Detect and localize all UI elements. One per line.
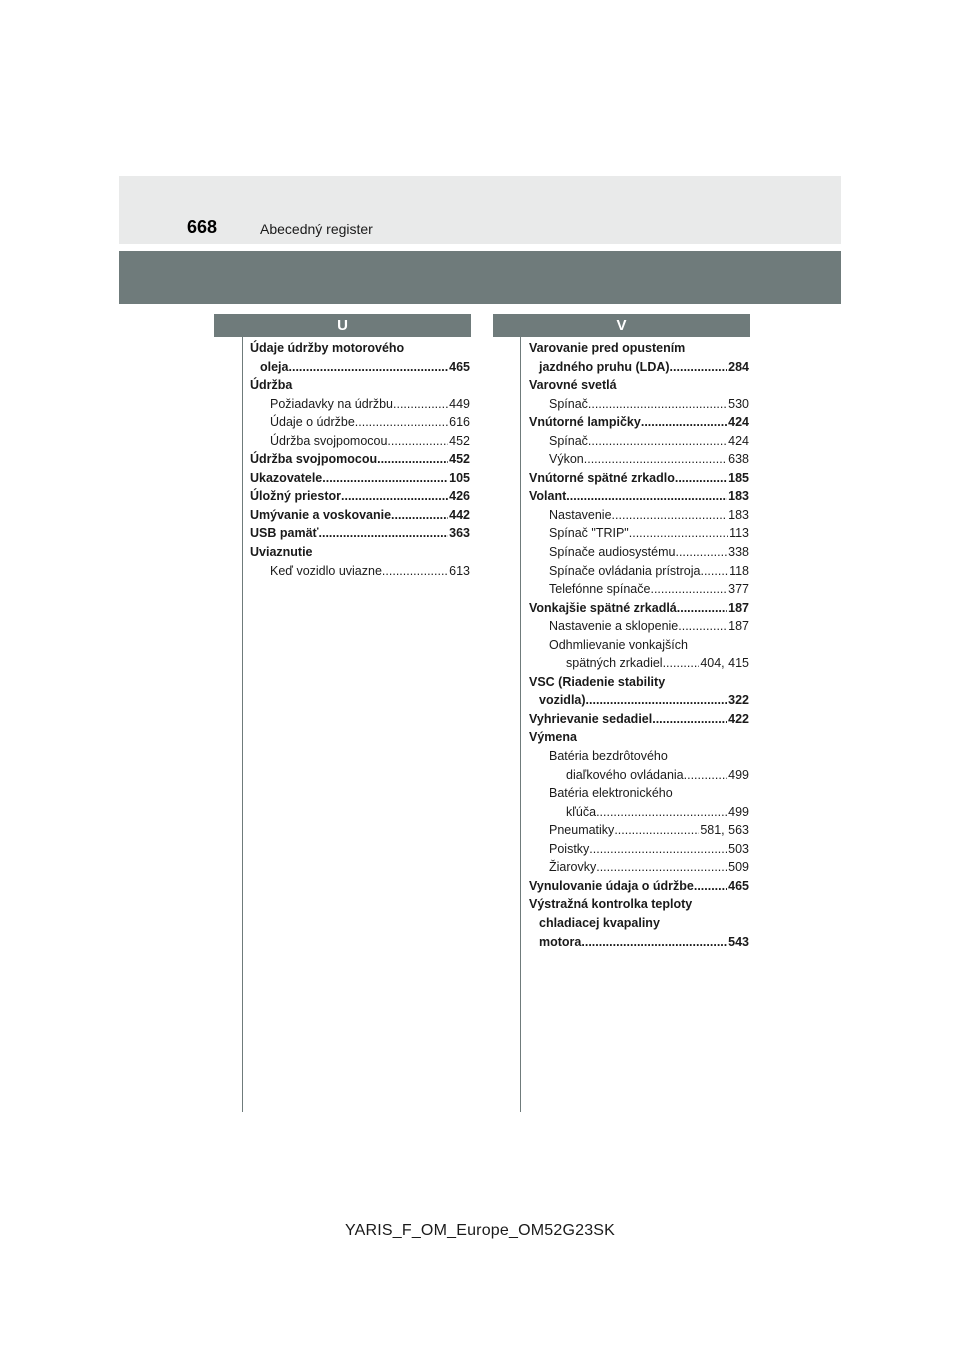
index-entry-label: Spínač	[549, 433, 588, 448]
index-entry-label: Vyhrievanie sedadiel	[529, 711, 653, 726]
dot-leader	[322, 469, 448, 488]
index-entry-label: Batéria elektronického	[549, 786, 673, 801]
dot-leader	[355, 413, 448, 432]
index-entry-label: Poistky	[549, 841, 590, 856]
index-entry-label: Údržba svojpomocou	[250, 452, 378, 467]
index-entry	[529, 766, 749, 785]
index-column-v	[529, 339, 749, 951]
dot-leader	[663, 654, 700, 673]
index-entry-label: spätných zrkadiel	[566, 656, 663, 671]
index-entry-label: Batéria bezdrôtového	[549, 749, 668, 764]
index-entry-label: kľúča	[566, 804, 597, 819]
index-entry-label: Vnútorné lampičky	[529, 415, 641, 430]
index-entry-label: Volant	[529, 489, 567, 504]
index-entry-page: 509	[728, 860, 749, 875]
index-entry-page: 185	[728, 470, 749, 485]
section-header-v: V	[493, 314, 750, 337]
index-entry-label: Výkon	[549, 452, 584, 467]
index-entry	[250, 358, 470, 377]
index-entry	[250, 469, 470, 488]
index-entry-page: 543	[728, 934, 749, 949]
dot-leader	[566, 487, 727, 506]
index-entry	[250, 487, 470, 506]
index-entry-page: 422	[728, 711, 749, 726]
index-entry	[529, 617, 749, 636]
index-entry	[529, 413, 749, 432]
index-entry-page: 499	[728, 767, 749, 782]
dot-leader	[377, 450, 448, 469]
index-entry-page: 424	[728, 433, 749, 448]
dot-leader	[650, 580, 727, 599]
index-entry-label: Údržba	[250, 378, 293, 393]
index-entry-label: Výstražná kontrolka teploty	[529, 897, 693, 912]
index-entry-page: 442	[449, 507, 470, 522]
index-entry-label: USB pamäť	[250, 526, 319, 541]
index-entry	[529, 914, 749, 933]
index-entry-label: Žiarovky	[549, 860, 597, 875]
index-entry	[529, 933, 749, 952]
index-entry	[250, 432, 470, 451]
index-entry-page: 105	[449, 470, 470, 485]
index-entry-label: Spínač "TRIP"	[549, 526, 629, 541]
index-entry-label: Spínače ovládania prístroja	[549, 563, 701, 578]
index-entry	[529, 543, 749, 562]
index-entry	[529, 358, 749, 377]
index-entry-page: 449	[449, 396, 470, 411]
column-divider	[242, 337, 243, 1112]
dot-leader	[581, 933, 727, 952]
index-entry-label: Vynulovanie údaja o údržbe	[529, 878, 694, 893]
index-entry-page: 183	[728, 489, 749, 504]
dot-leader	[586, 691, 728, 710]
index-entry-label: chladiacej kvapaliny	[539, 915, 660, 930]
index-entry-label: Úložný priestor	[250, 489, 341, 504]
index-entry-page: 452	[449, 452, 470, 467]
index-entry-page: 616	[449, 415, 470, 430]
index-entry-page: 363	[449, 526, 470, 541]
index-entry	[529, 395, 749, 414]
index-entry-page: 581, 563	[700, 823, 749, 838]
dot-leader	[341, 487, 448, 506]
index-entry-label: Varovné svetlá	[529, 378, 617, 393]
index-entry	[529, 654, 749, 673]
dot-leader	[387, 432, 448, 451]
dot-leader	[675, 469, 727, 488]
index-entry-page: 118	[729, 563, 749, 578]
dot-leader	[391, 506, 448, 525]
index-entry-label: Varovanie pred opustením	[529, 341, 686, 355]
index-entry	[529, 747, 749, 766]
index-entry-label: Umývanie a voskovanie	[250, 507, 392, 522]
index-entry-label: Pneumatiky	[549, 823, 615, 838]
index-entry-page: 284	[728, 359, 749, 374]
header-band	[119, 251, 841, 304]
index-entry	[250, 562, 470, 581]
index-entry	[250, 506, 470, 525]
index-entry-label: Nastavenie a sklopenie	[549, 619, 679, 634]
index-entry-label: Spínač	[549, 396, 588, 411]
dot-leader	[629, 524, 728, 543]
index-entry-label: VSC (Riadenie stability	[529, 674, 666, 689]
dot-leader	[589, 840, 727, 859]
index-entry	[250, 339, 470, 358]
index-entry	[529, 710, 749, 729]
dot-leader	[670, 358, 728, 377]
index-entry-page: 613	[449, 563, 470, 578]
index-entry-label: Údaje o údržbe	[270, 415, 355, 430]
index-entry	[529, 562, 749, 581]
dot-leader	[684, 766, 728, 785]
index-entry-page: 530	[728, 396, 749, 411]
index-entry-page: 499	[728, 804, 749, 819]
dot-leader	[700, 562, 728, 581]
index-entry	[529, 821, 749, 840]
page-title: Abecedný register	[260, 221, 373, 237]
index-entry-page: 638	[728, 452, 749, 467]
index-entry-page: 183	[728, 507, 749, 522]
index-entry	[529, 469, 749, 488]
header-bar	[119, 176, 841, 244]
index-entry-label: vozidla)	[539, 693, 586, 708]
index-entry	[529, 432, 749, 451]
dot-leader	[588, 395, 727, 414]
index-entry-page: 338	[728, 545, 749, 560]
index-entry	[250, 376, 470, 395]
index-entry	[529, 524, 749, 543]
index-entry-page: 377	[728, 582, 749, 597]
index-entry-label: Keď vozidlo uviazne	[270, 563, 382, 578]
index-entry	[250, 543, 470, 562]
index-entry	[529, 487, 749, 506]
index-entry	[529, 673, 749, 692]
index-entry-label: Ukazovatele	[250, 470, 323, 485]
index-entry	[529, 580, 749, 599]
dot-leader	[588, 432, 727, 451]
index-entry-page: 322	[728, 693, 749, 708]
dot-leader	[675, 543, 727, 562]
dot-leader	[614, 821, 699, 840]
index-entry-page: 187	[728, 600, 749, 615]
page-number: 668	[187, 217, 218, 237]
dot-leader	[612, 506, 728, 525]
index-entry	[529, 784, 749, 803]
index-entry	[529, 840, 749, 859]
dot-leader	[584, 450, 727, 469]
dot-leader	[289, 358, 449, 377]
index-entry-page: 404, 415	[700, 656, 749, 671]
index-entry-label: Výmena	[529, 730, 577, 745]
index-entry	[529, 339, 749, 358]
index-entry-page: 113	[729, 526, 749, 541]
index-entry-label: jazdného pruhu (LDA)	[539, 359, 670, 374]
dot-leader	[652, 710, 727, 729]
index-entry	[529, 506, 749, 525]
index-entry-page: 465	[449, 359, 470, 374]
index-entry	[250, 395, 470, 414]
index-entry-page: 424	[728, 415, 749, 430]
index-entry-page: 426	[449, 489, 470, 504]
dot-leader	[596, 803, 727, 822]
dot-leader	[677, 599, 727, 618]
index-entry	[529, 858, 749, 877]
index-entry-page: 465	[728, 878, 749, 893]
index-entry	[529, 376, 749, 395]
index-entry	[529, 636, 749, 655]
index-entry	[250, 413, 470, 432]
index-entry-label: diaľkového ovládania	[566, 767, 684, 782]
column-divider	[520, 337, 521, 1112]
index-entry	[529, 803, 749, 822]
index-entry-label: oleja	[260, 359, 289, 374]
index-entry	[529, 877, 749, 896]
index-entry	[529, 728, 749, 747]
index-entry-label: Uviaznutie	[250, 545, 313, 560]
index-entry-label: Nastavenie	[549, 507, 612, 522]
section-header-u: U	[214, 314, 471, 337]
dot-leader	[596, 858, 727, 877]
index-entry-page: 503	[728, 841, 749, 856]
dot-leader	[382, 562, 448, 581]
index-entry-page: 187	[728, 619, 749, 634]
index-entry-label: Požiadavky na údržbu	[270, 396, 393, 411]
dot-leader	[319, 524, 449, 543]
document-code: YARIS_F_OM_Europe_OM52G23SK	[344, 1222, 616, 1239]
index-entry	[529, 599, 749, 618]
index-entry	[250, 450, 470, 469]
index-entry-label: Telefónne spínače	[549, 582, 651, 597]
index-entry-label: Údaje údržby motorového	[250, 341, 405, 355]
index-entry	[529, 691, 749, 710]
dot-leader	[678, 617, 727, 636]
index-entry-page: 452	[449, 433, 470, 448]
index-entry	[529, 895, 749, 914]
index-entry-label: Vonkajšie spätné zrkadlá	[529, 600, 677, 615]
index-entry	[250, 524, 470, 543]
dot-leader	[641, 413, 727, 432]
index-entry-label: Spínače audiosystému	[549, 545, 676, 560]
index-entry-label: Údržba svojpomocou	[270, 433, 388, 448]
dot-leader	[393, 395, 448, 414]
index-entry-label: Vnútorné spätné zrkadlo	[529, 470, 675, 485]
index-entry-label: Odhmlievanie vonkajších	[549, 637, 688, 652]
index-entry	[529, 450, 749, 469]
dot-leader	[694, 877, 727, 896]
index-column-u	[250, 339, 470, 580]
index-entry-label: motora	[539, 934, 582, 949]
